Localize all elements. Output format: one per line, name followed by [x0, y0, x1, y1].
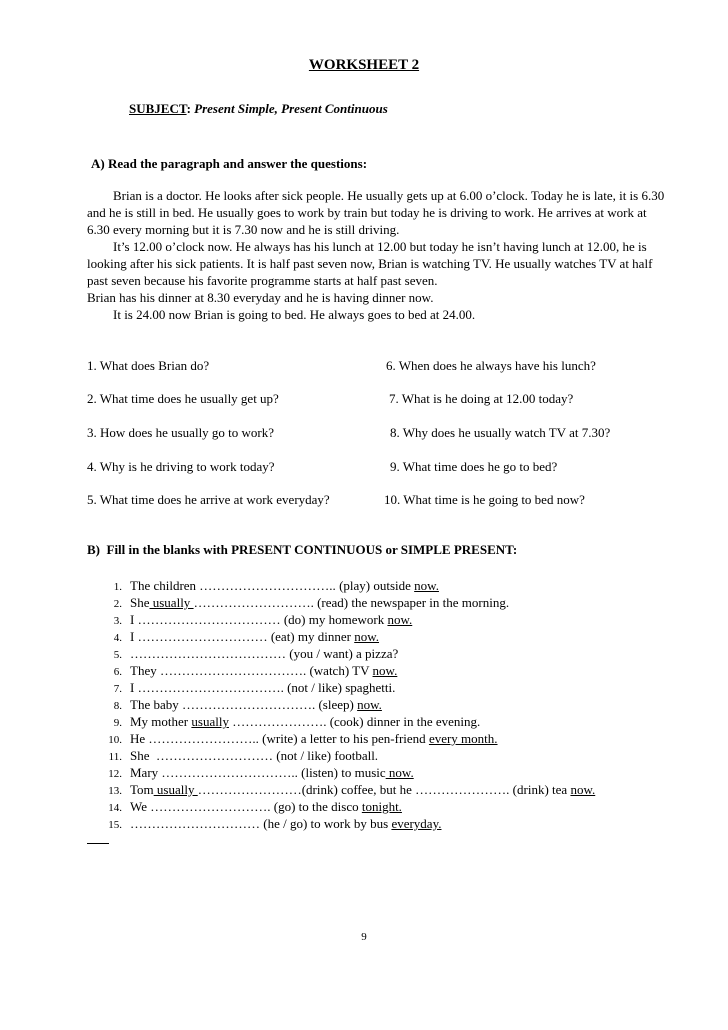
question-1: 1. What does Brian do?: [87, 358, 210, 373]
question-6: 6. When does he always have his lunch?: [386, 358, 596, 373]
question-10: 10. What time is he going to bed now?: [384, 492, 585, 507]
paragraph-4: It is 24.00 now Brian is going to bed. He always goes to bed at 24.00.: [113, 307, 476, 322]
section-b-heading: B) Fill in the blanks with PRESENT CONTINUOUS or SIMPLE PRESENT:: [87, 542, 518, 557]
fill-item-2: 2. She usually ………………………. (read) the newspaper in the morning.: [113, 595, 510, 610]
page-number: 9: [361, 931, 367, 943]
fill-item-15: 15. ………………………… (he / go) to work by bus everyday.: [108, 816, 442, 831]
subject-label: SUBJECT: [129, 101, 187, 116]
question-8: 8. Why does he usually watch TV at 7.30?: [390, 425, 611, 440]
fill-item-5: 5. ……………………………… (you / want) a pizza?: [113, 646, 399, 661]
question-5: 5. What time does he arrive at work everyday?: [87, 492, 330, 507]
fill-item-3: 3. I …………………………… (do) my homework now.: [113, 612, 413, 627]
fill-item-12: 12. Mary ………………………….. (listen) to music now.: [108, 765, 414, 780]
subject-line: [129, 101, 388, 117]
paragraph-3: Brian has his dinner at 8.30 everyday and he is having dinner now.: [87, 290, 434, 305]
fill-item-6: 6. They ……………………………. (watch) TV now.: [113, 663, 398, 678]
footnote-rule: [87, 843, 109, 844]
fill-item-8: 8. The baby …………………………. (sleep) now.: [113, 697, 382, 712]
question-9: 9. What time does he go to bed?: [390, 459, 558, 474]
subject-value: Present Simple, Present Continuous: [194, 101, 388, 116]
fill-item-1: 1. The children ………………………….. (play) outside now.: [113, 578, 439, 593]
fill-item-11: 11. She ……………………… (not / like) football.: [108, 748, 379, 763]
paragraph-2: It’s 12.00 o’clock now. He always has his lunch at 12.00 but today he isn’t having lunch at 12.00, he is looking after his sick patients. It is half past seven now, Brian is watching TV. He usually watches TV at half past seven because his favorite programme starts at half past seven.: [87, 239, 653, 288]
question-4: 4. Why is he driving to work today?: [87, 459, 275, 474]
fill-item-4: 4. I ………………………… (eat) my dinner now.: [113, 629, 380, 644]
fill-item-7: 7. I ……………………………. (not / like) spaghetti.: [113, 680, 396, 695]
worksheet-title: WORKSHEET 2: [308, 57, 420, 73]
section-a-heading: A) Read the paragraph and answer the questions:: [91, 156, 368, 171]
reading-paragraph: [87, 187, 669, 323]
question-2: 2. What time does he usually get up?: [87, 391, 279, 406]
paragraph-1: Brian is a doctor. He looks after sick people. He usually gets up at 6.00 o’clock. Today he is late, it is 6.30 and he is still in bed. He usually goes to work by train but today he is driving to work. He arrives at work at 6.30 every morning but it is 7.30 now and he is still driving.: [87, 188, 665, 237]
fill-item-14: 14. We ………………………. (go) to the disco tonight.: [108, 799, 402, 814]
fill-item-13: 13. Tom usually ……………………(drink) coffee, but he …………………. (drink) tea now.: [108, 782, 596, 797]
question-3: 3. How does he usually go to work?: [87, 425, 275, 440]
subject-separator: :: [186, 101, 195, 116]
question-7: 7. What is he doing at 12.00 today?: [389, 391, 574, 406]
fill-item-9: 9. My mother usually …………………. (cook) dinner in the evening.: [113, 714, 481, 729]
fill-item-10: 10. He …………………….. (write) a letter to his pen-friend every month.: [108, 731, 498, 746]
